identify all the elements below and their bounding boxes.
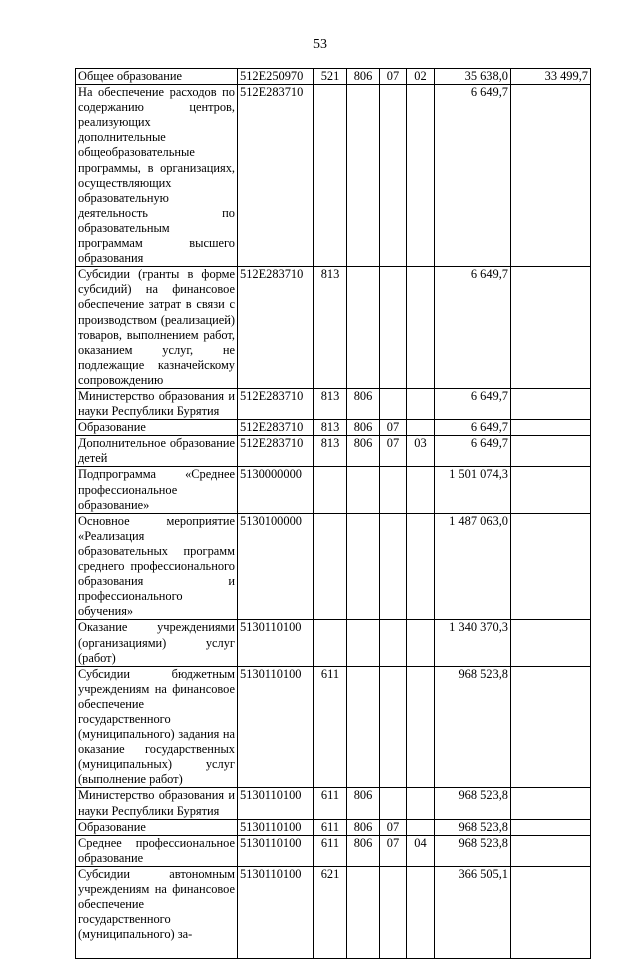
cell-sum-second bbox=[511, 866, 591, 958]
cell-sum-second bbox=[511, 788, 591, 819]
cell-name: Министерство образования и науки Республики Бурятия bbox=[76, 788, 238, 819]
cell-sum-second bbox=[511, 819, 591, 835]
cell-target-article: 512E283710 bbox=[238, 85, 314, 267]
cell-subsection bbox=[407, 788, 435, 819]
cell-section bbox=[380, 467, 407, 513]
cell-subsection bbox=[407, 267, 435, 389]
cell-sum-first: 35 638,0 bbox=[435, 69, 511, 85]
cell-target-article: 5130100000 bbox=[238, 513, 314, 620]
cell-administrator: 806 bbox=[347, 819, 380, 835]
budget-table bbox=[75, 68, 591, 959]
table-row bbox=[76, 467, 591, 513]
cell-administrator bbox=[347, 513, 380, 620]
cell-name: Общее образование bbox=[76, 69, 238, 85]
cell-section bbox=[380, 389, 407, 420]
cell-sum-second bbox=[511, 467, 591, 513]
table-row bbox=[76, 666, 591, 788]
table-row bbox=[76, 420, 591, 436]
cell-subsection bbox=[407, 866, 435, 958]
cell-subsection bbox=[407, 420, 435, 436]
cell-target-article: 512E283710 bbox=[238, 420, 314, 436]
cell-expense-type: 813 bbox=[314, 389, 347, 420]
cell-expense-type: 611 bbox=[314, 835, 347, 866]
cell-sum-first: 1 501 074,3 bbox=[435, 467, 511, 513]
cell-name: На обеспечение расходов по содержанию центров, реализующих дополнительные общеобразовательные программы, в организациях, осуществляющих образовательную деятельность по образовательным программам высшего образования bbox=[76, 85, 238, 267]
cell-target-article: 5130110100 bbox=[238, 835, 314, 866]
cell-expense-type bbox=[314, 620, 347, 666]
cell-administrator bbox=[347, 620, 380, 666]
cell-name: Дополнительное образование детей bbox=[76, 436, 238, 467]
cell-expense-type bbox=[314, 85, 347, 267]
cell-sum-first: 6 649,7 bbox=[435, 267, 511, 389]
cell-administrator: 806 bbox=[347, 835, 380, 866]
cell-target-article: 512E250970 bbox=[238, 69, 314, 85]
table-row bbox=[76, 835, 591, 866]
cell-expense-type: 611 bbox=[314, 666, 347, 788]
table-row bbox=[76, 389, 591, 420]
cell-administrator: 806 bbox=[347, 69, 380, 85]
table-row bbox=[76, 513, 591, 620]
cell-target-article: 512E283710 bbox=[238, 389, 314, 420]
cell-sum-first: 1 487 063,0 bbox=[435, 513, 511, 620]
cell-expense-type: 813 bbox=[314, 420, 347, 436]
cell-section: 07 bbox=[380, 436, 407, 467]
cell-subsection: 02 bbox=[407, 69, 435, 85]
cell-administrator bbox=[347, 467, 380, 513]
cell-administrator: 806 bbox=[347, 389, 380, 420]
cell-section bbox=[380, 788, 407, 819]
cell-sum-first: 6 649,7 bbox=[435, 436, 511, 467]
cell-expense-type: 621 bbox=[314, 866, 347, 958]
cell-sum-second bbox=[511, 85, 591, 267]
table-row bbox=[76, 69, 591, 85]
table-row bbox=[76, 85, 591, 267]
cell-sum-first: 968 523,8 bbox=[435, 819, 511, 835]
cell-administrator bbox=[347, 267, 380, 389]
cell-name: Субсидии автономным учреждениям на финансовое обеспечение государственного (муниципального) за- bbox=[76, 866, 238, 958]
cell-target-article: 512E283710 bbox=[238, 267, 314, 389]
cell-sum-second bbox=[511, 666, 591, 788]
cell-subsection: 04 bbox=[407, 835, 435, 866]
cell-sum-second bbox=[511, 389, 591, 420]
cell-expense-type: 611 bbox=[314, 819, 347, 835]
cell-section bbox=[380, 620, 407, 666]
cell-expense-type: 813 bbox=[314, 267, 347, 389]
cell-target-article: 5130110100 bbox=[238, 819, 314, 835]
cell-expense-type: 521 bbox=[314, 69, 347, 85]
cell-sum-second bbox=[511, 513, 591, 620]
cell-expense-type bbox=[314, 513, 347, 620]
cell-section bbox=[380, 85, 407, 267]
cell-section bbox=[380, 666, 407, 788]
cell-subsection bbox=[407, 819, 435, 835]
cell-target-article: 512E283710 bbox=[238, 436, 314, 467]
table-row bbox=[76, 866, 591, 958]
cell-target-article: 5130110100 bbox=[238, 620, 314, 666]
cell-subsection bbox=[407, 389, 435, 420]
table-row bbox=[76, 620, 591, 666]
cell-name: Оказание учреждениями (организациями) услуг (работ) bbox=[76, 620, 238, 666]
page-number: 53 bbox=[313, 37, 327, 52]
cell-subsection bbox=[407, 467, 435, 513]
cell-name: Основное мероприятие «Реализация образовательных программ среднего профессионального образования и профессионального обучения» bbox=[76, 513, 238, 620]
cell-subsection bbox=[407, 513, 435, 620]
table-row bbox=[76, 436, 591, 467]
cell-expense-type: 611 bbox=[314, 788, 347, 819]
cell-target-article: 5130110100 bbox=[238, 866, 314, 958]
table-row bbox=[76, 267, 591, 389]
cell-sum-second bbox=[511, 436, 591, 467]
cell-section: 07 bbox=[380, 420, 407, 436]
cell-expense-type bbox=[314, 467, 347, 513]
cell-name: Субсидии бюджетным учреждениям на финансовое обеспечение государственного (муниципального) задания на оказание государственных (муниципальных) услуг (выполнение работ) bbox=[76, 666, 238, 788]
cell-administrator: 806 bbox=[347, 788, 380, 819]
table-row bbox=[76, 788, 591, 819]
cell-section bbox=[380, 513, 407, 620]
cell-name: Образование bbox=[76, 819, 238, 835]
cell-sum-second bbox=[511, 420, 591, 436]
cell-section: 07 bbox=[380, 835, 407, 866]
cell-sum-first: 6 649,7 bbox=[435, 389, 511, 420]
cell-section: 07 bbox=[380, 819, 407, 835]
cell-name: Субсидии (гранты в форме субсидий) на финансовое обеспечение затрат в связи с производством (реализацией) товаров, выполнением работ, оказанием услуг, не подлежащие казначейскому сопровождению bbox=[76, 267, 238, 389]
cell-target-article: 5130000000 bbox=[238, 467, 314, 513]
cell-sum-first: 968 523,8 bbox=[435, 666, 511, 788]
cell-subsection bbox=[407, 666, 435, 788]
cell-sum-first: 968 523,8 bbox=[435, 788, 511, 819]
cell-subsection: 03 bbox=[407, 436, 435, 467]
cell-subsection bbox=[407, 620, 435, 666]
cell-target-article: 5130110100 bbox=[238, 788, 314, 819]
cell-name: Подпрограмма «Среднее профессиональное образование» bbox=[76, 467, 238, 513]
cell-sum-second bbox=[511, 835, 591, 866]
cell-name: Среднее профессиональное образование bbox=[76, 835, 238, 866]
cell-subsection bbox=[407, 85, 435, 267]
cell-section bbox=[380, 866, 407, 958]
cell-administrator bbox=[347, 85, 380, 267]
cell-name: Министерство образования и науки Республики Бурятия bbox=[76, 389, 238, 420]
cell-administrator: 806 bbox=[347, 436, 380, 467]
cell-sum-first: 968 523,8 bbox=[435, 835, 511, 866]
cell-sum-first: 6 649,7 bbox=[435, 420, 511, 436]
cell-administrator: 806 bbox=[347, 420, 380, 436]
cell-administrator bbox=[347, 866, 380, 958]
cell-sum-second: 33 499,7 bbox=[511, 69, 591, 85]
table-row bbox=[76, 819, 591, 835]
cell-administrator bbox=[347, 666, 380, 788]
cell-target-article: 5130110100 bbox=[238, 666, 314, 788]
cell-expense-type: 813 bbox=[314, 436, 347, 467]
cell-sum-first: 366 505,1 bbox=[435, 866, 511, 958]
cell-sum-second bbox=[511, 620, 591, 666]
cell-name: Образование bbox=[76, 420, 238, 436]
cell-sum-first: 6 649,7 bbox=[435, 85, 511, 267]
cell-sum-first: 1 340 370,3 bbox=[435, 620, 511, 666]
cell-sum-second bbox=[511, 267, 591, 389]
table-body bbox=[76, 69, 591, 959]
cell-section: 07 bbox=[380, 69, 407, 85]
cell-section bbox=[380, 267, 407, 389]
